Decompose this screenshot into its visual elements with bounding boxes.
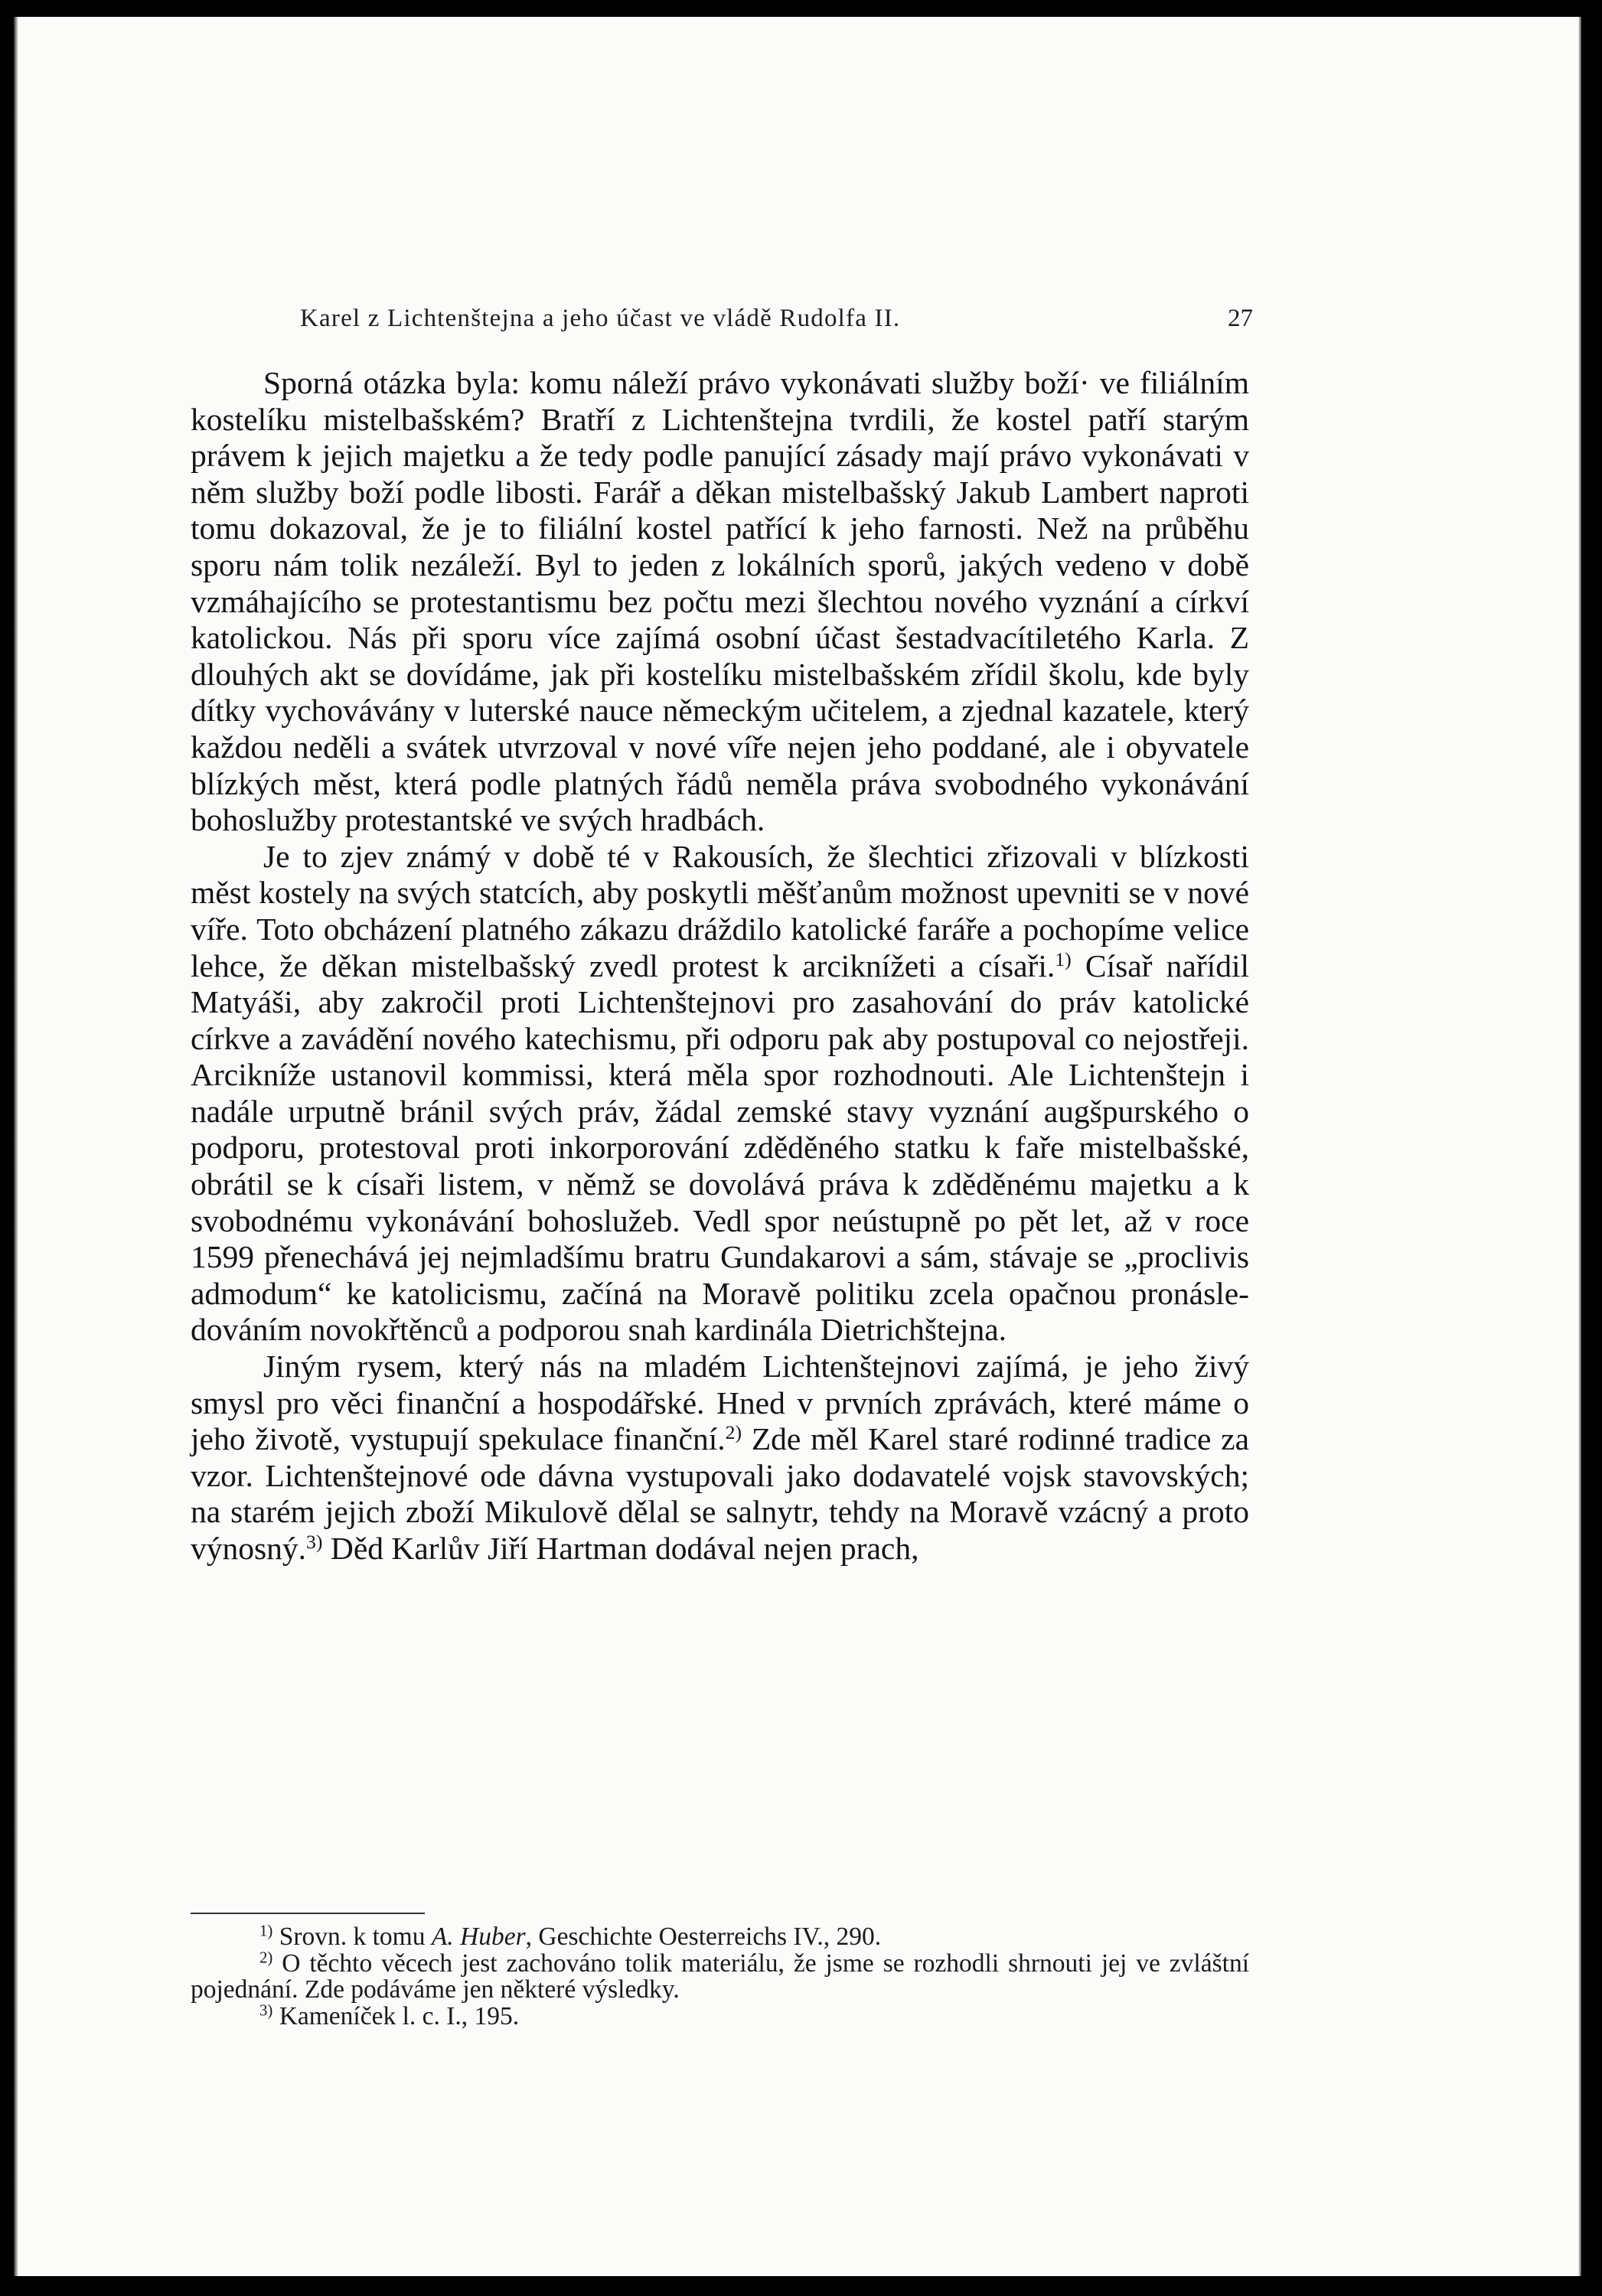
footnote-text: O těchto věcech jest zachováno tolik materiálu, že jsme se rozhodli shrnouti jej ve zvláštní pojednání. Zde podáváme jen některé výsledky.: [191, 1949, 1250, 2004]
paragraph-text: Je to zjev známý v době té v Rakousích, že šlechtici zřizovali v blízkosti měst kostely na svých statcích, aby poskytli měšťanům možnost upevniti se v nové víře. Toto obcházení platného zákazu dráždilo katolické faráře a pochopíme velice lehce, že děkan mistelbašský zvedl protest k arciknížeti a císaři.: [191, 838, 1249, 983]
footnote-text: Kameníček l. c. I., 195.: [279, 2001, 520, 2030]
paragraph: [191, 839, 1249, 1349]
footnotes: [191, 1924, 1249, 2030]
footnote-mark: 2): [259, 1949, 273, 1967]
footnote-reference: 2): [725, 1421, 742, 1444]
page-number: 27: [1228, 305, 1253, 332]
body-text: [191, 365, 1249, 1567]
footnote-mark: 1): [259, 1922, 273, 1940]
footnote-text: Srovn. k tomu: [279, 1923, 432, 1951]
footnote-text: , Geschichte Oesterreichs IV., 290.: [525, 1923, 882, 1951]
running-title: Karel z Lichtenštejna a jeho účast ve vládě Rudolfa II.: [300, 305, 901, 332]
footnote-mark: 3): [259, 2001, 273, 2020]
footnote-reference: 1): [1055, 947, 1072, 970]
paragraph-text: Jiným rysem, který nás na mladém Lichtenštejnovi zajímá, je jeho živý smysl pro věci finanční a hospodářské. Hned v prvních zprávách, které máme o jeho životě, vystupují spekulace finanční.: [191, 1349, 1249, 1457]
paragraph-text: Děd Karlův Jiří Hartman dodával nejen prach,: [330, 1531, 919, 1566]
footnote: [191, 2001, 1249, 2030]
paragraph-text: Císař nařídil Matyáši, aby zakročil proti Lichtenštejnovi pro zasahování do práv katolické církve a zavádění nového katechismu, při odporu pak aby postupoval co nejostřeji. Arcikníže ustanovil kommissi, která měla spor rozhodnouti. Ale Lichtenštejn i nadále urputně bránil svých práv, žádal zemské stavy vyznání augšpurského o podporu, protestoval proti inkorporování zděděného statku k faře mistelbašské, obrátil se k císaři listem, v němž se dovolává práva k zděděnému majetku a k svobodnému vykonávání bohoslužeb. Vedl spor neústupně po pět let, až v roce 1599 přenechává jej nejmladšímu bratru Gundakarovi a sám, stávaje se „proclivis admodum“ ke katolicismu, začíná na Moravě politiku zcela opačnou pronásledováním novokřtěnců a podporou snah kardinála Dietrichštejna.: [191, 947, 1250, 1348]
page-edge-shadow: [14, 17, 18, 2276]
paragraph-text: Zde měl Karel staré rodinné tradice za vzor. Lichtenštejnové ode dávna vystupovali jako dodavatelé vojsk stavovských; na starém jejich zboží Mikulově dělal se salnytr, tehdy na Moravě vzácný a proto výnosný.: [191, 1421, 1250, 1566]
book-page: [14, 17, 1581, 2276]
footnote-rule: [191, 1913, 425, 1914]
footnote-reference: 3): [306, 1530, 323, 1553]
paragraph-text: Sporná otázka byla: komu náleží právo vykonávati služby boží· ve filiálním kostelíku mistelbašském? Bratří z Lichtenštejna tvrdili, že kostel patří starým právem k jejich majetku a že tedy podle panující zásady mají právo vykonávati v něm služby boží podle libosti. Farář a děkan mistelbašský Jakub Lambert naproti tomu dokazoval, že je to filiální kostel patřící k jeho farnosti. Než na průběhu sporu nám tolik nezáleží. Byl to jeden z lokálních sporů, jakých vedeno v době vzmáhajícího se protestantismu bez počtu mezi šlechtou nového vyznání a církví katolickou. Nás při sporu více zajímá osobní účast šestadvacítiletého Karla. Z dlouhých akt se dovídáme, jak při kostelíku mistelbašském zřídil školu, kde byly dítky vychovávány v luterské nauce německým učitelem, a zjednal kazatele, který každou neděli a svátek utvrzoval v nové víře nejen jeho poddané, ale i obyvatele blízkých měst, která podle platných řádů neměla práva svobodného vykonávání bohoslužby protestantské ve svých hradbách.: [191, 365, 1249, 838]
footnote: [191, 1924, 1249, 1951]
page-edge-shadow: [1578, 17, 1581, 2276]
footnote: [191, 1951, 1249, 2004]
paragraph: [191, 365, 1249, 839]
footnote-author: A. Huber: [431, 1923, 526, 1951]
running-head: [300, 305, 1253, 338]
paragraph: [191, 1349, 1249, 1567]
